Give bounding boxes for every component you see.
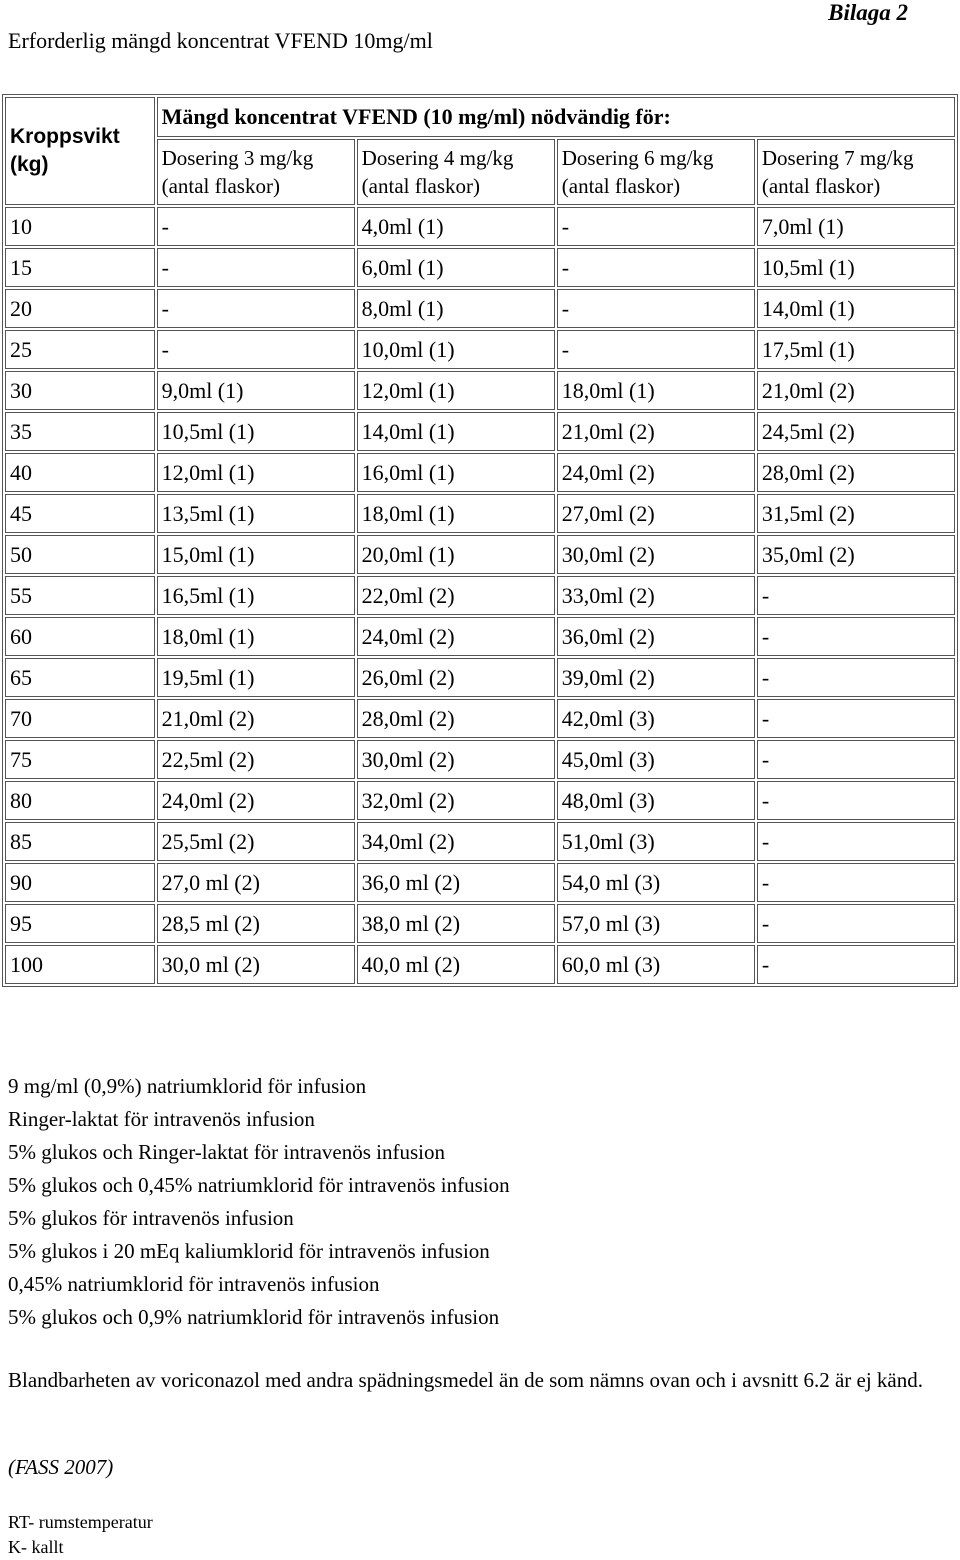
table-row (5, 494, 955, 533)
dose-cell: 9,0ml (1) (157, 371, 355, 410)
diluent-item: 5% glukos och Ringer-laktat för intravenös infusion (8, 1140, 445, 1164)
source-citation: (FASS 2007) (8, 1455, 114, 1479)
diluent-item: 9 mg/ml (0,9%) natriumklorid för infusion (8, 1074, 367, 1098)
dose-cell: - (757, 699, 955, 738)
dose-cell: 20,0ml (1) (357, 535, 555, 574)
dose-cell: 36,0ml (2) (557, 617, 755, 656)
dose-cell: 16,0ml (1) (357, 453, 555, 492)
weight-cell: 100 (5, 945, 155, 984)
dose-cell: 4,0ml (1) (357, 207, 555, 246)
dose-cell: 24,0ml (2) (357, 617, 555, 656)
weight-header-label: Kroppsvikt (10, 125, 120, 148)
dose-cell: 15,0ml (1) (157, 535, 355, 574)
dose-cell: 30,0ml (2) (557, 535, 755, 574)
diluent-item: 5% glukos och 0,9% natriumklorid för intravenös infusion (8, 1305, 500, 1329)
dose-cell: 25,5ml (2) (157, 822, 355, 861)
table-row (5, 248, 955, 287)
dose-cell: 14,0ml (1) (757, 289, 955, 328)
dose-cell: 45,0ml (3) (557, 740, 755, 779)
dose-cell: 60,0 ml (3) (557, 945, 755, 984)
dose-cell: 16,5ml (1) (157, 576, 355, 615)
dose-cell: 7,0ml (1) (757, 207, 955, 246)
dose-cell: 38,0 ml (2) (357, 904, 555, 943)
dose-cell: 10,0ml (1) (357, 330, 555, 369)
weight-cell: 70 (5, 699, 155, 738)
weight-cell: 45 (5, 494, 155, 533)
dose-header-label: Dosering 3 mg/kg (161, 146, 314, 170)
abbreviation-list (8, 1510, 153, 1560)
dose-cell: - (757, 740, 955, 779)
weight-cell: 15 (5, 248, 155, 287)
dose-cell: - (757, 576, 955, 615)
table-row (5, 371, 955, 410)
dose-header-6mg (557, 139, 755, 205)
table-row (5, 617, 955, 656)
weight-cell: 85 (5, 822, 155, 861)
weight-header (5, 97, 155, 205)
dose-cell: 33,0ml (2) (557, 576, 755, 615)
dose-cell: - (557, 248, 755, 287)
diluent-item: 5% glukos i 20 mEq kaliumklorid för intravenös infusion (8, 1239, 490, 1263)
dose-cell: 21,0ml (2) (157, 699, 355, 738)
dose-cell: 34,0ml (2) (357, 822, 555, 861)
table-row (5, 945, 955, 984)
dose-cell: 36,0 ml (2) (357, 863, 555, 902)
dose-cell: - (757, 617, 955, 656)
weight-cell: 50 (5, 535, 155, 574)
dose-header-label: Dosering 4 mg/kg (361, 146, 514, 170)
document-title: Erforderlig mängd koncentrat VFEND 10mg/ml (8, 28, 433, 53)
table-row (5, 904, 955, 943)
table-row (5, 658, 955, 697)
dose-cell: 51,0ml (3) (557, 822, 755, 861)
dose-cell: - (557, 330, 755, 369)
dose-cell: - (157, 330, 355, 369)
dose-cell: 12,0ml (1) (357, 371, 555, 410)
dose-cell: - (757, 658, 955, 697)
weight-cell: 65 (5, 658, 155, 697)
diluent-item: 5% glukos för intravenös infusion (8, 1206, 294, 1230)
dose-cell: 24,0ml (2) (557, 453, 755, 492)
table-row (5, 330, 955, 369)
dose-header-3mg (157, 139, 355, 205)
dose-cell: 18,0ml (1) (157, 617, 355, 656)
dose-cell: 39,0ml (2) (557, 658, 755, 697)
dose-cell: - (557, 289, 755, 328)
table-row (5, 207, 955, 246)
dose-cell: 18,0ml (1) (557, 371, 755, 410)
dose-header-label: Dosering 7 mg/kg (761, 146, 914, 170)
dose-cell: 12,0ml (1) (157, 453, 355, 492)
dose-cell: 6,0ml (1) (357, 248, 555, 287)
dosing-table (2, 94, 958, 987)
abbreviation-item: RT- rumstemperatur (8, 1512, 153, 1532)
table-row (5, 822, 955, 861)
table-row (5, 781, 955, 820)
dose-header-label: Dosering 6 mg/kg (561, 146, 714, 170)
dose-cell: - (557, 207, 755, 246)
dose-cell: - (757, 904, 955, 943)
dose-cell: 48,0ml (3) (557, 781, 755, 820)
dose-cell: 30,0ml (2) (357, 740, 555, 779)
dose-cell: 40,0 ml (2) (357, 945, 555, 984)
table-row (5, 412, 955, 451)
dose-header-7mg (757, 139, 955, 205)
dose-cell: 21,0ml (2) (557, 412, 755, 451)
dose-cell: 27,0 ml (2) (157, 863, 355, 902)
diluent-item: 0,45% natriumklorid för intravenös infusion (8, 1272, 380, 1296)
dose-cell: 21,0ml (2) (757, 371, 955, 410)
dose-header-sub: (antal flaskor) (561, 174, 681, 198)
weight-cell: 30 (5, 371, 155, 410)
table-row (5, 453, 955, 492)
weight-cell: 10 (5, 207, 155, 246)
dose-cell: 32,0ml (2) (357, 781, 555, 820)
table-row (5, 576, 955, 615)
dose-cell: 24,5ml (2) (757, 412, 955, 451)
dose-cell: 54,0 ml (3) (557, 863, 755, 902)
table-row (5, 699, 955, 738)
dose-cell: 35,0ml (2) (757, 535, 955, 574)
dose-cell: - (757, 822, 955, 861)
dose-header-sub: (antal flaskor) (761, 174, 881, 198)
dose-header-sub: (antal flaskor) (361, 174, 481, 198)
table-row (5, 535, 955, 574)
diluent-item: 5% glukos och 0,45% natriumklorid för intravenös infusion (8, 1173, 510, 1197)
weight-cell: 55 (5, 576, 155, 615)
diluent-item: Ringer-laktat för intravenös infusion (8, 1107, 315, 1131)
weight-header-unit: (kg) (10, 153, 49, 176)
dose-cell: 26,0ml (2) (357, 658, 555, 697)
dose-cell: 28,0ml (2) (357, 699, 555, 738)
weight-cell: 20 (5, 289, 155, 328)
weight-cell: 80 (5, 781, 155, 820)
table-row (5, 289, 955, 328)
weight-cell: 75 (5, 740, 155, 779)
compatibility-note: Blandbarheten av voriconazol med andra spädningsmedel än de som nämns ovan och i avsnitt 6.2 är ej känd. (8, 1368, 923, 1392)
weight-cell: 60 (5, 617, 155, 656)
weight-cell: 35 (5, 412, 155, 451)
table-header-row (5, 97, 955, 137)
dose-header-4mg (357, 139, 555, 205)
dose-cell: - (757, 863, 955, 902)
table-row (5, 740, 955, 779)
dose-cell: 31,5ml (2) (757, 494, 955, 533)
abbreviation-item: K- kallt (8, 1537, 64, 1557)
weight-cell: 25 (5, 330, 155, 369)
dose-cell: - (757, 945, 955, 984)
dose-cell: 24,0ml (2) (157, 781, 355, 820)
dose-cell: 22,5ml (2) (157, 740, 355, 779)
dose-cell: 10,5ml (1) (157, 412, 355, 451)
dose-cell: 57,0 ml (3) (557, 904, 755, 943)
dose-cell: 17,5ml (1) (757, 330, 955, 369)
dose-cell: 22,0ml (2) (357, 576, 555, 615)
dosing-table-body (5, 97, 955, 984)
dose-cell: - (157, 289, 355, 328)
table-row (5, 863, 955, 902)
dose-cell: 28,5 ml (2) (157, 904, 355, 943)
dose-cell: - (757, 781, 955, 820)
dose-cell: 42,0ml (3) (557, 699, 755, 738)
appendix-label: Bilaga 2 (828, 0, 908, 25)
diluent-list (8, 1070, 510, 1334)
dose-cell: - (157, 207, 355, 246)
dose-cell: 8,0ml (1) (357, 289, 555, 328)
weight-cell: 90 (5, 863, 155, 902)
dose-cell: 14,0ml (1) (357, 412, 555, 451)
dose-cell: - (157, 248, 355, 287)
dose-cell: 27,0ml (2) (557, 494, 755, 533)
dose-cell: 13,5ml (1) (157, 494, 355, 533)
weight-cell: 40 (5, 453, 155, 492)
dose-cell: 19,5ml (1) (157, 658, 355, 697)
dose-cell: 10,5ml (1) (757, 248, 955, 287)
dose-cell: 30,0 ml (2) (157, 945, 355, 984)
weight-cell: 95 (5, 904, 155, 943)
main-header: Mängd koncentrat VFEND (10 mg/ml) nödvändig för: (157, 97, 955, 137)
dose-header-sub: (antal flaskor) (161, 174, 280, 198)
dose-cell: 28,0ml (2) (757, 453, 955, 492)
dose-cell: 18,0ml (1) (357, 494, 555, 533)
